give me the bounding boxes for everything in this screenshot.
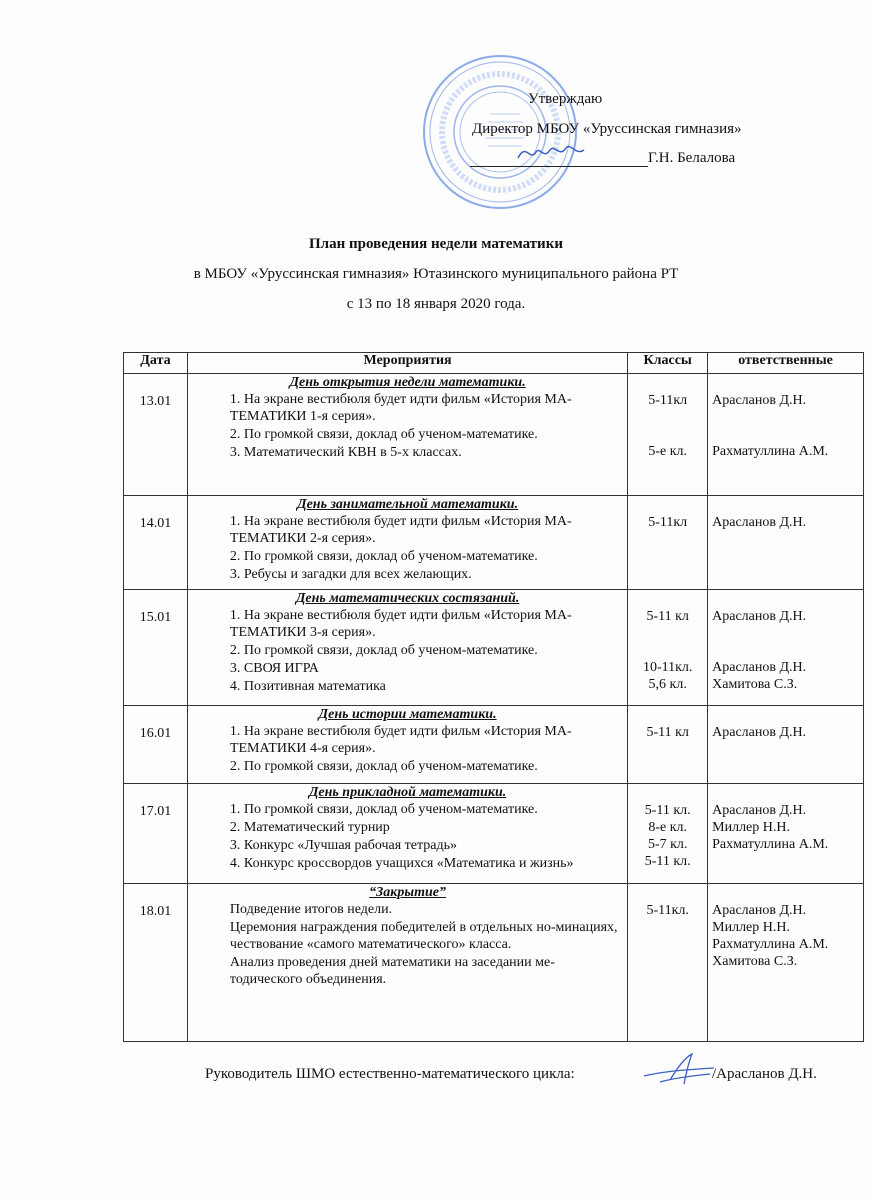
list-item: 4. Конкурс кроссвордов учащихся «Математика и жизнь» [229, 856, 574, 871]
list-item: 2. По громкой связи, доклад об ученом-математике. [229, 427, 538, 442]
class-value: 5-11 кл [646, 725, 689, 740]
class-value: 5-11кл [648, 515, 688, 530]
list-item: 1. На экране вестибюля будет идти фильм «История МА-ТЕМАТИКИ 2-я серия». [229, 514, 572, 546]
table-row [124, 706, 864, 784]
list-item: 1. На экране вестибюля будет идти фильм «История МА-ТЕМАТИКИ 4-я серия». [229, 724, 572, 756]
table-row [124, 374, 864, 496]
responsible-person: Миллер Н.Н. [712, 820, 790, 835]
row-date: 15.01 [124, 590, 188, 706]
class-value: 5-11 кл. [644, 854, 691, 869]
document-title: План проведения недели математики [309, 236, 563, 252]
director-signature [516, 138, 586, 166]
list-item: Анализ проведения дней математики на заседании ме-тодического объединения. [229, 955, 555, 987]
header-responsible: ответственные [708, 353, 864, 374]
day-heading: День занимательной математики. [297, 497, 519, 512]
approval-label: Утверждаю [528, 91, 603, 107]
row-date: 16.01 [124, 706, 188, 784]
header-classes: Классы [628, 353, 708, 374]
row-events [187, 496, 627, 590]
row-date: 14.01 [124, 496, 188, 590]
class-value: 5-е кл. [648, 444, 688, 459]
class-value: 5-11кл. [646, 903, 689, 918]
list-item: 2. По громкой связи, доклад об ученом-математике. [229, 643, 538, 658]
header-date: Дата [124, 353, 188, 374]
list-item: Подведение итогов недели. [229, 902, 393, 917]
list-item: 1. На экране вестибюля будет идти фильм «История МА-ТЕМАТИКИ 3-я серия». [229, 608, 572, 640]
row-classes [628, 706, 708, 784]
responsible-person: Рахматуллина А.М. [712, 837, 829, 852]
responsible-person: Рахматуллина А.М. [712, 937, 829, 952]
row-classes [628, 784, 708, 884]
class-value: 5,6 кл. [648, 677, 687, 692]
day-heading: День прикладной математики. [308, 785, 507, 800]
list-item: 2. По громкой связи, доклад об ученом-математике. [229, 549, 538, 564]
approval-name: Г.Н. Белалова [648, 150, 736, 166]
responsible-person: Хамитова С.З. [712, 677, 798, 692]
class-value: 5-11 кл [646, 609, 689, 624]
list-item: 2. По громкой связи, доклад об ученом-математике. [229, 759, 538, 774]
class-value: 5-11кл [648, 393, 688, 408]
list-item: 4. Позитивная математика [229, 679, 386, 694]
footer-name: /Арасланов Д.Н. [712, 1066, 817, 1082]
list-item: 3. СВОЯ ИГРА [229, 661, 319, 676]
class-value: 5-7 кл. [647, 837, 688, 852]
list-item: 3. Ребусы и загадки для всех желающих. [229, 567, 472, 582]
row-events [187, 374, 627, 496]
class-value: 10-11кл. [642, 660, 693, 675]
footer-role: Руководитель ШМО естественно-математического цикла: [205, 1066, 575, 1082]
document-subtitle-1: в МБОУ «Уруссинская гимназия» Ютазинского муниципального района РТ [193, 266, 679, 282]
list-item: 1. На экране вестибюля будет идти фильм «История МА-ТЕМАТИКИ 1-я серия». [229, 392, 572, 424]
responsible-person: Арасланов Д.Н. [712, 903, 807, 918]
class-value: 8-е кл. [648, 820, 688, 835]
list-item: 2. Математический турнир [229, 820, 390, 835]
responsible-person: Хамитова С.З. [712, 954, 798, 969]
day-heading: “Закрытие” [369, 885, 446, 900]
list-item: Церемония награждения победителей в отдельных но-минациях, чествование «самого математического» класса. [229, 920, 618, 952]
schedule-table [123, 352, 864, 1042]
table-row [124, 784, 864, 884]
class-value: 5-11 кл. [644, 803, 691, 818]
row-events [187, 590, 627, 706]
row-responsible [708, 884, 864, 1042]
row-date: 17.01 [124, 784, 188, 884]
row-responsible [708, 496, 864, 590]
row-responsible [708, 590, 864, 706]
responsible-person: Арасланов Д.Н. [712, 515, 807, 530]
row-events [187, 784, 627, 884]
row-responsible [708, 374, 864, 496]
responsible-person: Миллер Н.Н. [712, 920, 790, 935]
table-row [124, 496, 864, 590]
responsible-person: Арасланов Д.Н. [712, 393, 807, 408]
row-date: 13.01 [124, 374, 188, 496]
day-heading: День истории математики. [318, 707, 497, 722]
day-heading: День открытия недели математики. [289, 375, 526, 390]
row-classes [628, 374, 708, 496]
row-classes [628, 590, 708, 706]
table-header-row [124, 353, 864, 374]
row-classes [628, 496, 708, 590]
row-responsible [708, 706, 864, 784]
responsible-person: Рахматуллина А.М. [712, 444, 829, 459]
approval-signature-line [470, 150, 735, 167]
head-signature [640, 1050, 720, 1090]
table-row [124, 590, 864, 706]
responsible-person: Арасланов Д.Н. [712, 803, 807, 818]
responsible-person: Арасланов Д.Н. [712, 609, 807, 624]
list-item: 3. Математический КВН в 5-х классах. [229, 445, 462, 460]
header-events: Мероприятия [187, 353, 627, 374]
responsible-person: Арасланов Д.Н. [712, 660, 807, 675]
list-item: 3. Конкурс «Лучшая рабочая тетрадь» [229, 838, 458, 853]
row-events [187, 706, 627, 784]
day-heading: День математических состязаний. [295, 591, 520, 606]
responsible-person: Арасланов Д.Н. [712, 725, 807, 740]
table-row [124, 884, 864, 1042]
list-item: 1. По громкой связи, доклад об ученом-математике. [229, 802, 538, 817]
document-subtitle-2: с 13 по 18 января 2020 года. [346, 296, 526, 312]
row-responsible [708, 784, 864, 884]
approval-position: Директор МБОУ «Уруссинская гимназия» [472, 121, 742, 137]
row-events [187, 884, 627, 1042]
row-date: 18.01 [124, 884, 188, 1042]
row-classes [628, 884, 708, 1042]
